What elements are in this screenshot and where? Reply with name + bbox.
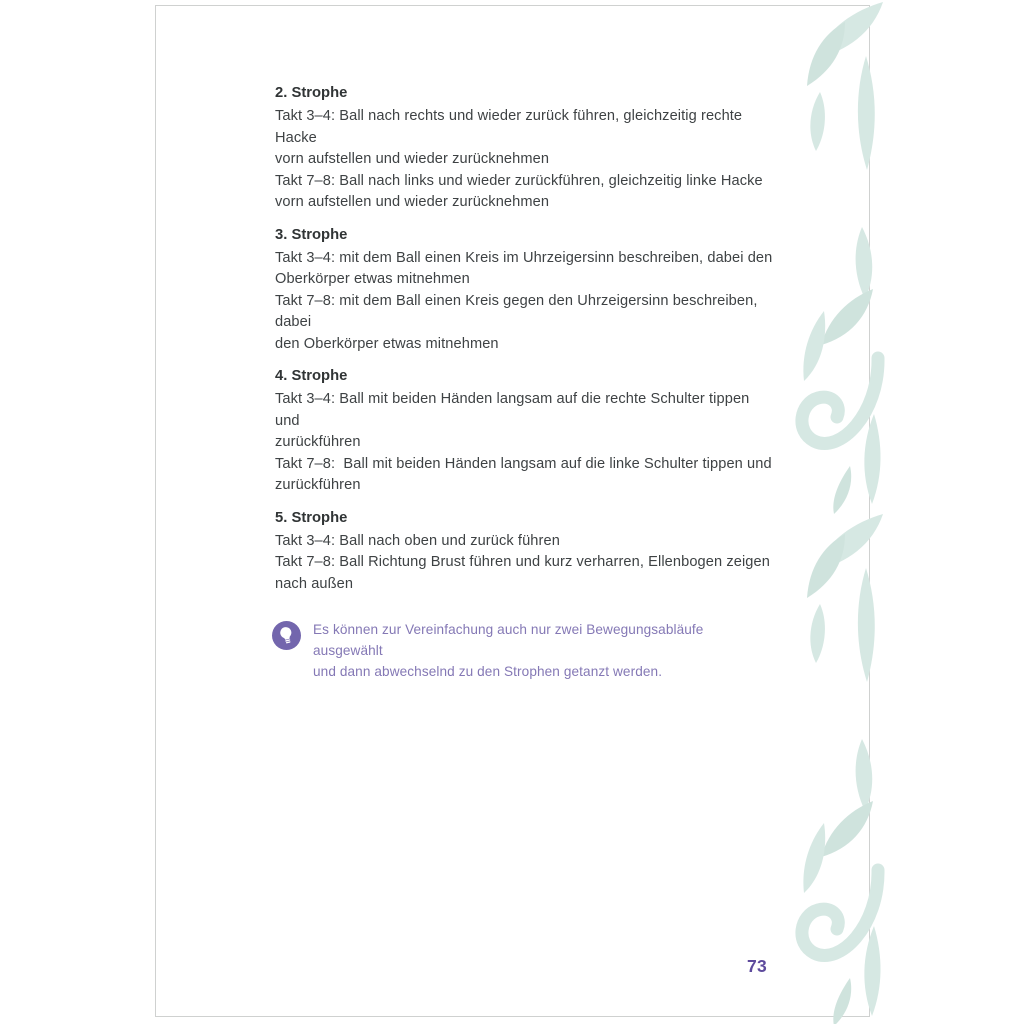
body-line: vorn aufstellen und wieder zurücknehmen [275, 151, 550, 167]
section-heading: 4. Strophe [275, 368, 348, 384]
body-line: Takt 7–8: Ball Richtung Brust führen und kurz verharren, Ellenbogen zeigen [275, 554, 770, 570]
body-line: Takt 7–8: Ball mit beiden Händen langsam auf die linke Schulter tippen und [275, 455, 772, 472]
body-line: Takt 3–4: Ball mit beiden Händen langsam auf die rechte Schulter tippen und [275, 391, 754, 429]
body-line: Takt 7–8: mit dem Ball einen Kreis gegen den Uhrzeigersinn beschreiben, dabei [275, 292, 762, 330]
body-line: Takt 3–4: Ball nach oben und zurück führen [275, 532, 560, 549]
section-strophe-5 [275, 507, 777, 596]
body-line: nach außen [275, 575, 354, 592]
section-heading: 2. Strophe [275, 85, 348, 101]
tip-line: Es können zur Vereinfachung auch nur zwei Bewegungsabläufe ausgewählt [313, 622, 708, 658]
body-line: den Oberkörper etwas mitnehmen [275, 335, 499, 352]
section-heading: 5. Strophe [275, 509, 348, 526]
body-line: vorn aufstellen und wieder zurücknehmen [275, 194, 550, 210]
tip-line: und dann abwechselnd zu den Strophen getanzt werden. [313, 664, 663, 679]
section-heading: 3. Strophe [275, 226, 348, 243]
tip-text [313, 619, 777, 682]
section-strophe-4 [275, 365, 777, 497]
body-line: Takt 7–8: Ball nach links und wieder zurückführen, gleichzeitig linke Hacke [275, 172, 763, 189]
tip-callout [275, 619, 777, 682]
body-line: zurückführen [275, 434, 361, 450]
body-line: Takt 3–4: Ball nach rechts und wieder zurück führen, gleichzeitig rechte Hacke [275, 108, 747, 146]
body-line: zurückführen [275, 477, 361, 493]
section-strophe-2 [275, 82, 777, 214]
body-line: Takt 3–4: mit dem Ball einen Kreis im Uhrzeigersinn beschreiben, dabei den [275, 249, 773, 266]
page-number: 73 [747, 956, 768, 976]
text-column [275, 82, 777, 682]
section-strophe-3 [275, 224, 777, 356]
lightbulb-icon [272, 621, 301, 650]
body-line: Oberkörper etwas mitnehmen [275, 271, 470, 287]
